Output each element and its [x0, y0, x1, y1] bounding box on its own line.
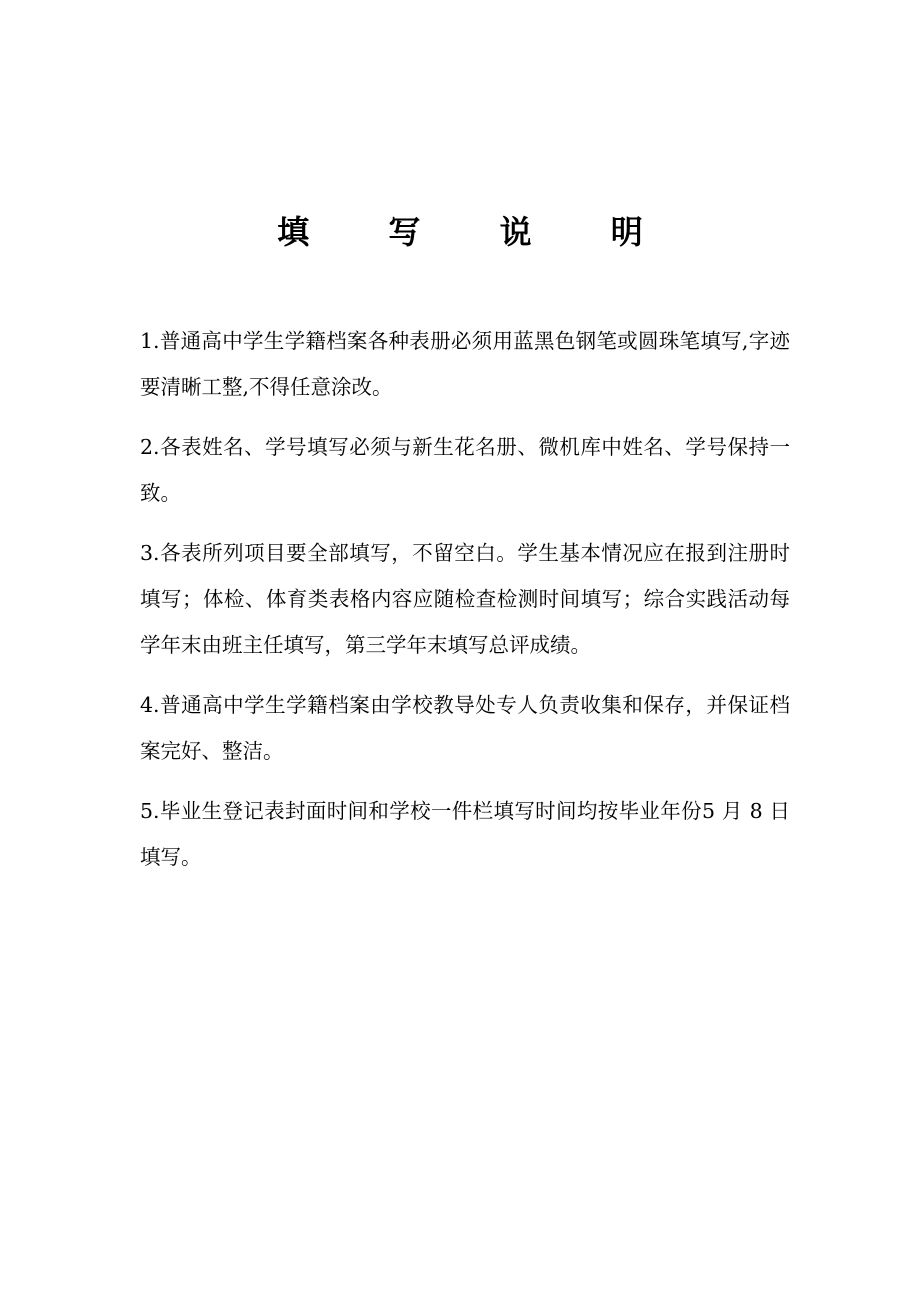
instruction-item-5: 5.毕业生登记表封面时间和学校一件栏填写时间均按毕业年份5 月 8 日填写。: [140, 799, 790, 869]
page-title: 填 写 说 明: [277, 213, 677, 251]
instruction-list: [140, 318, 790, 894]
instruction-item-1: 1.普通高中学生学籍档案各种表册必须用蓝黑色钢笔或圆珠笔填写,字迹要清晰工整,不得任意涂改。: [140, 329, 790, 399]
instruction-item-2: 2.各表姓名、学号填写必须与新生花名册、微机库中姓名、学号保持一致。: [140, 435, 790, 505]
instruction-item-3: 3.各表所列项目要全部填写，不留空白。学生基本情况应在报到注册时填写；体检、体育类表格内容应随检查检测时间填写；综合实践活动每学年末由班主任填写，第三学年末填写总评成绩。: [140, 541, 790, 657]
instruction-item-4: 4.普通高中学生学籍档案由学校教导处专人负责收集和保存，并保证档案完好、整洁。: [140, 693, 790, 763]
